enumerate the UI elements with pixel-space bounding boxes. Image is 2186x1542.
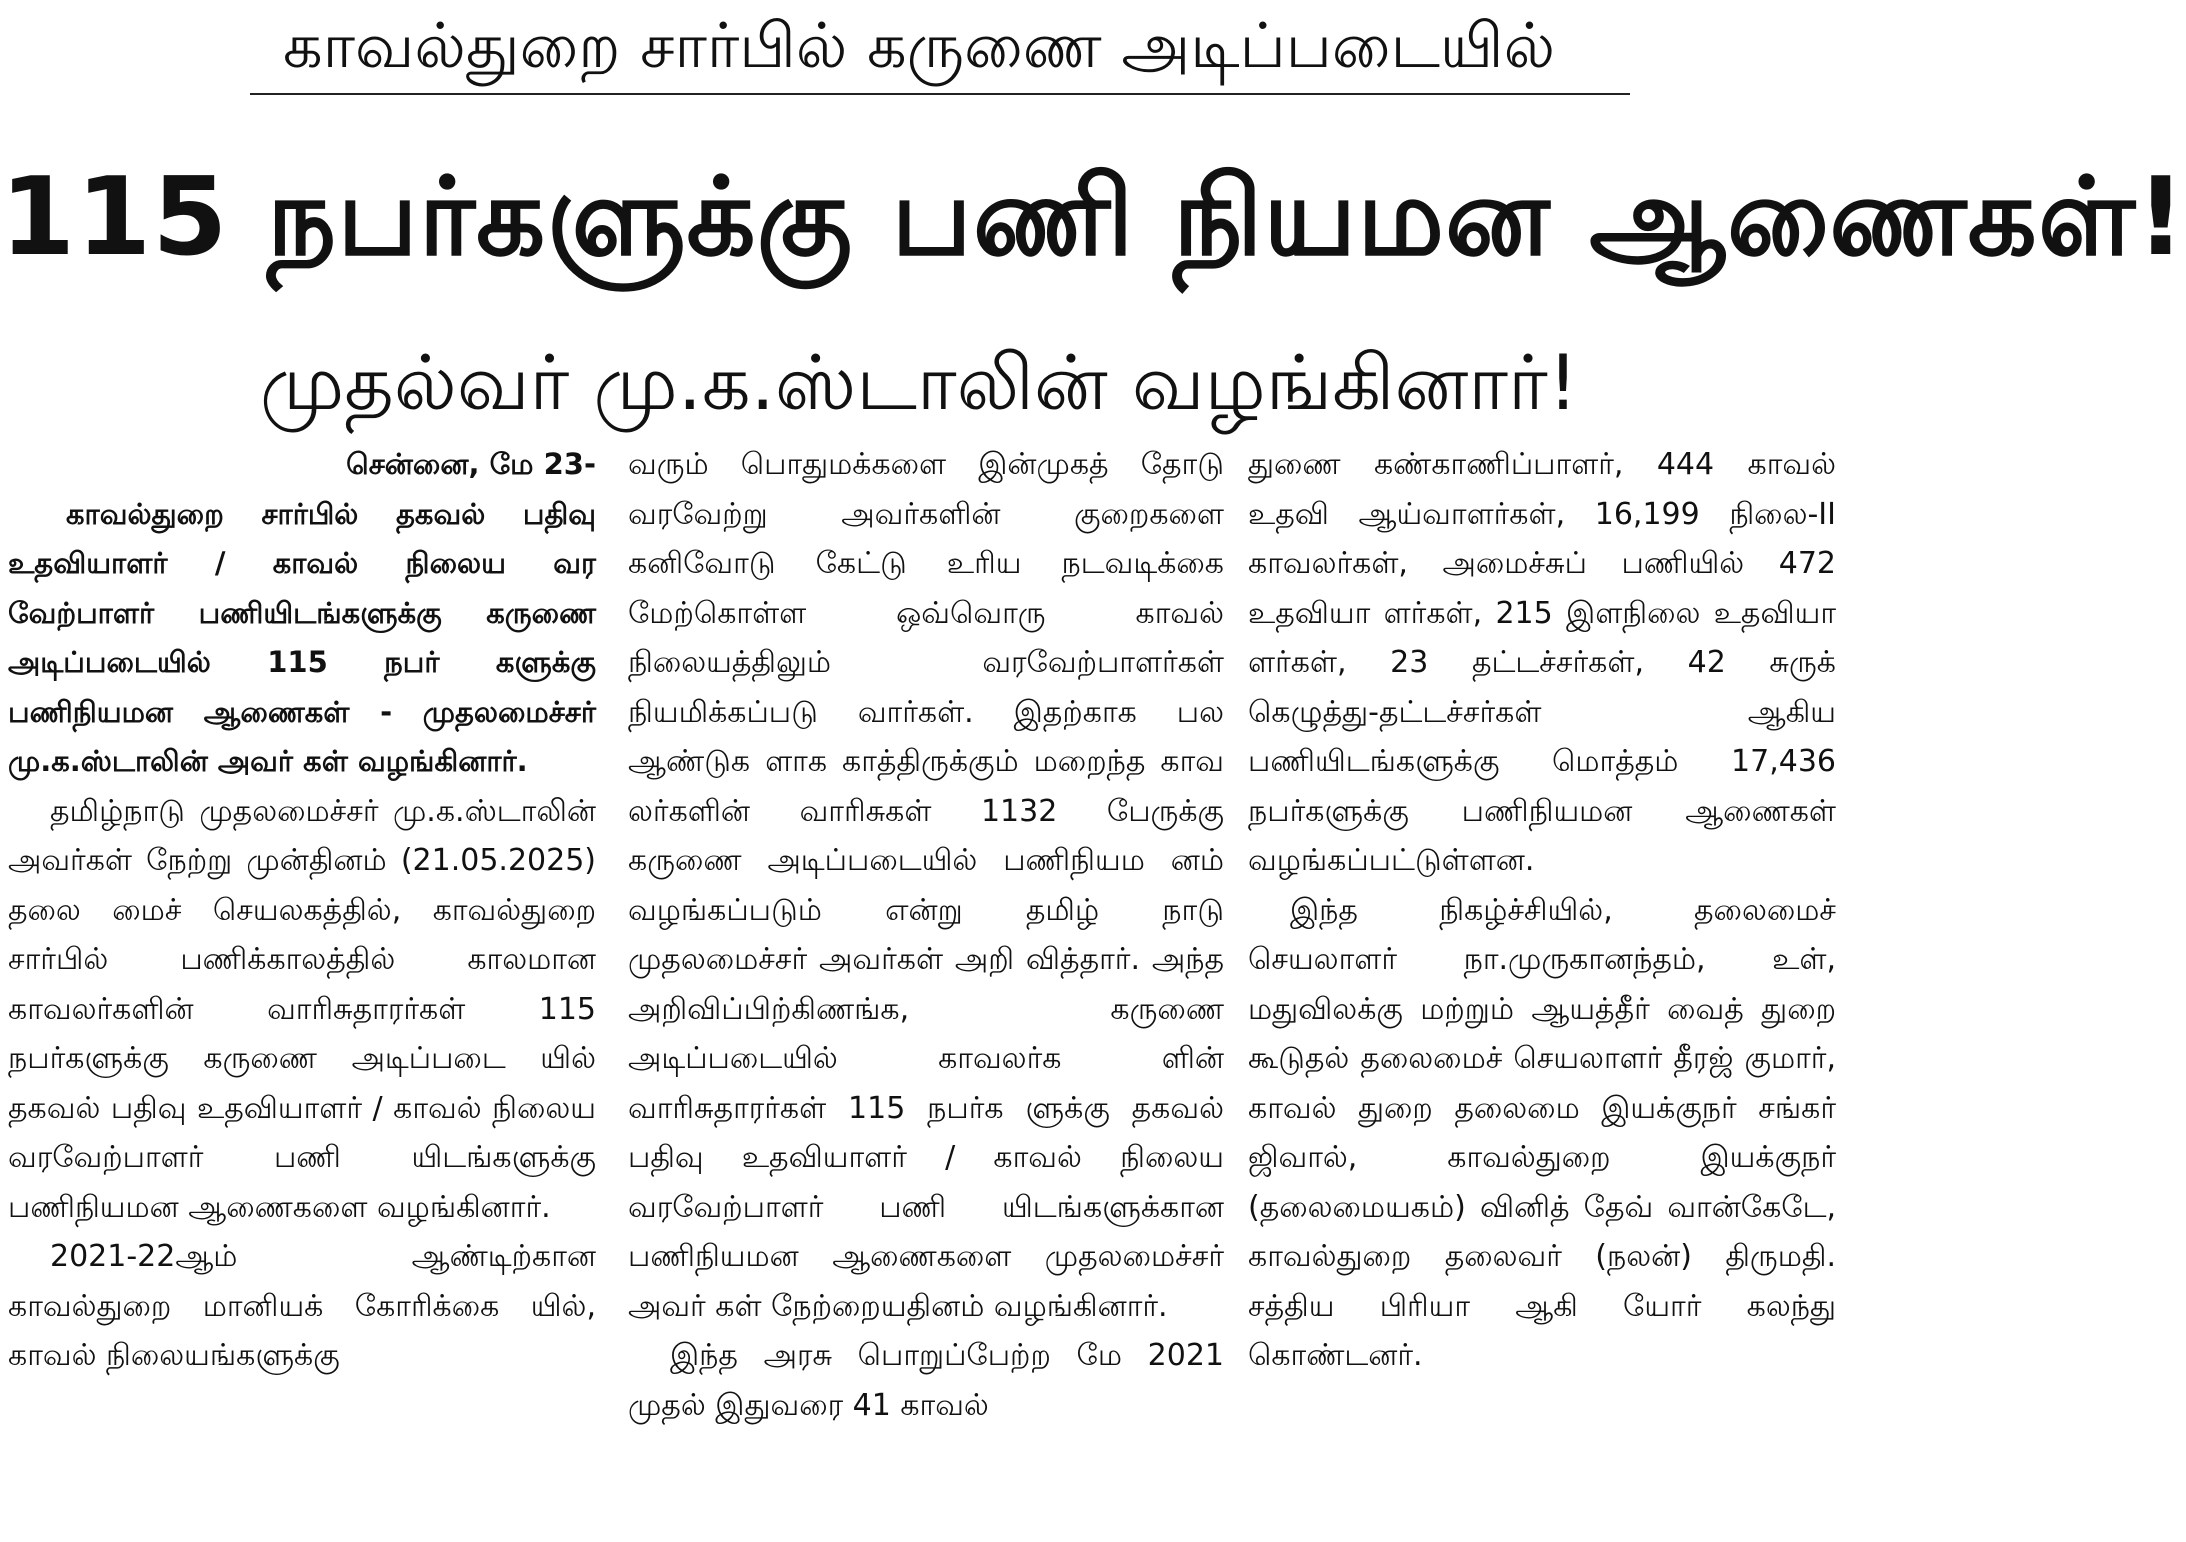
body-paragraph: 2021-22ஆம் ஆண்டிற்கான காவல்துறை மானியக் கோரிக்கை யில், காவல் நிலையங்களுக்கு: [8, 1239, 596, 1373]
main-headline: 115 நபர்களுக்கு பணி நியமன ஆணைகள்!: [0, 155, 2186, 280]
sub-headline: முதல்வர் மு.க.ஸ்டாலின் வழங்கினார்!: [259, 338, 1579, 427]
body-paragraph: தமிழ்நாடு முதலமைச்சர் மு.க.ஸ்டாலின் அவர்கள் நேற்று முன்தினம் (21.05.2025) தலை மைச் செயலகத்தில், காவல்துறை சார்பில் பணிக்காலத்தில் காலமான காவலர்களின் வாரிசுதாரர்கள் 115 நபர்களுக்கு கருணை அடிப்படை யில் தகவல் பதிவு உதவியாளர் / காவல் நிலைய வரவேற்பாளர் பணி யிடங்களுக்கு பணிநியமன ஆணைகளை வழங்கினார்.: [8, 793, 596, 1225]
body-paragraph: இந்த நிகழ்ச்சியில், தலைமைச் செயலாளர் நா.முருகானந்தம், உள், மதுவிலக்கு மற்றும் ஆயத்தீர் வைத் துறை கூடுதல் தலைமைச் செயலாளர் தீரஜ் குமார், காவல் துறை தலைமை இயக்குநர் சங்கர் ஜிவால், காவல்துறை இயக்குநர் (தலைமையகம்) வினித் தேவ் வான்கேடே, காவல்துறை தலைவர் (நலன்) திருமதி. சத்திய பிரியா ஆகி யோர் கலந்து கொண்டனர்.: [1248, 892, 1836, 1373]
lead-paragraph: காவல்துறை சார்பில் தகவல் பதிவு உதவியாளர் / காவல் நிலைய வர வேற்பாளர் பணியிடங்களுக்கு கருணை அடிப்படையில் 115 நபர் களுக்கு பணிநியமன ஆணைகள் - முதலமைச்சர் மு.க.ஸ்டாலின் அவர் கள் வழங்கினார்.: [8, 496, 596, 778]
kicker-heading: காவல்துறை சார்பில் கருணை அடிப்படையில்: [282, 9, 1556, 82]
dateline: சென்னை, மே 23-: [346, 447, 596, 481]
kicker-underline: [250, 93, 1630, 95]
body-paragraph: வரும் பொதுமக்களை இன்முகத் தோடு வரவேற்று அவர்களின் குறைகளை கனிவோடு கேட்டு உரிய நடவடிக்கை மேற்கொள்ள ஒவ்வொரு காவல் நிலையத்திலும் வரவேற்பாளர்கள் நியமிக்கப்படு வார்கள். இதற்காக பல ஆண்டுக ளாக காத்திருக்கும் மறைந்த காவ லர்களின் வாரிசுகள் 1132 பேருக்கு கருணை அடிப்படையில் பணிநியம னம் வழங்கப்படும் என்று தமிழ் நாடு முதலமைச்சர் அவர்கள் அறி வித்தார். அந்த அறிவிப்பிற்கிணங்க, கருணை அடிப்படையில் காவலர்க ளின் வாரிசுதாரர்கள் 115 நபர்க ளுக்கு தகவல் பதிவு உதவியாளர் / காவல் நிலைய வரவேற்பாளர் பணி யிடங்களுக்கான பணிநியமன ஆணைகளை முதலமைச்சர் அவர் கள் நேற்றையதினம் வழங்கினார்.: [628, 447, 1224, 1324]
article-column-3: [1248, 440, 1836, 1542]
body-paragraph: இந்த அரசு பொறுப்பேற்ற மே 2021 முதல் இதுவரை 41 காவல்: [628, 1338, 1224, 1423]
body-paragraph: துணை கண்காணிப்பாளர், 444 காவல் உதவி ஆய்வாளர்கள், 16,199 நிலை-II காவலர்கள், அமைச்சுப் பணியில் 472 உதவியா ளர்கள், 215 இளநிலை உதவியா ளர்கள், 23 தட்டச்சர்கள், 42 சுருக் கெழுத்து-தட்டச்சர்கள் ஆகிய பணியிடங்களுக்கு மொத்தம் 17,436 நபர்களுக்கு பணிநியமன ஆணைகள் வழங்கப்பட்டுள்ளன.: [1248, 447, 1836, 878]
article-column-2: [628, 440, 1224, 1542]
article-column-1: [8, 440, 596, 1542]
